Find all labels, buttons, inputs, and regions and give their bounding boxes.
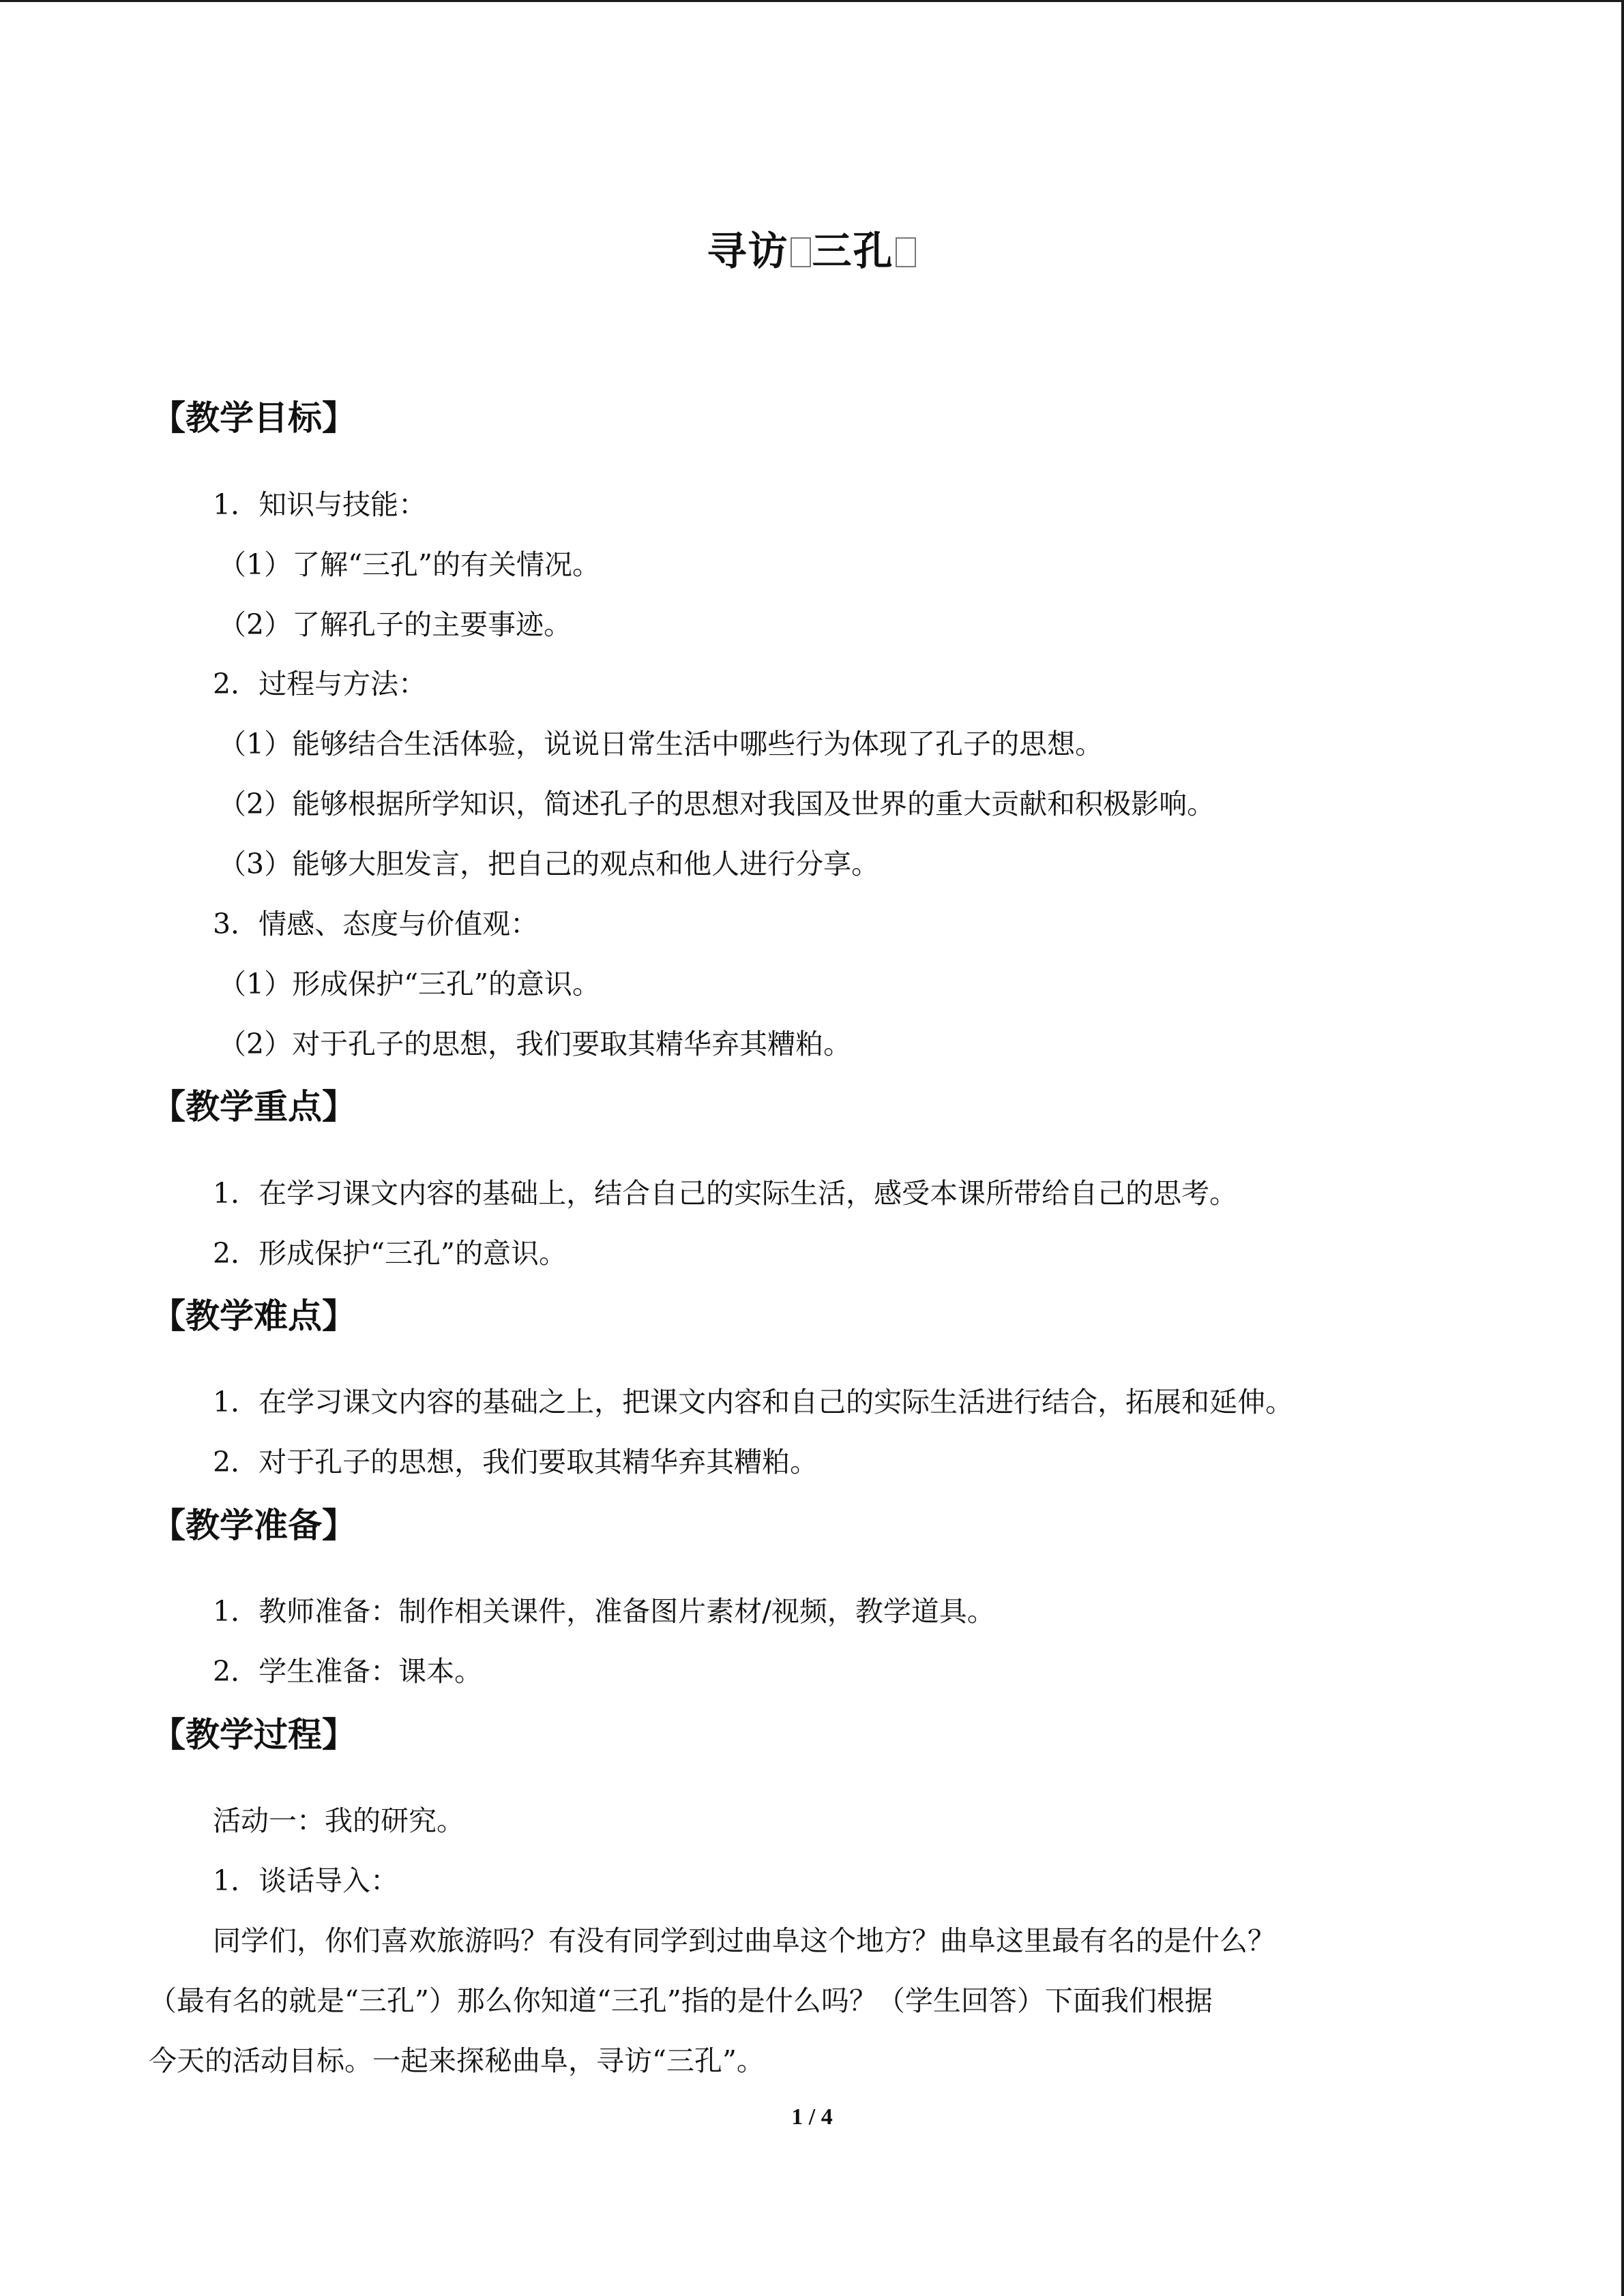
objective-item: 3．情感、态度与价值观：	[213, 908, 539, 940]
section-heading-difficulties: 【教学难点】	[151, 1296, 356, 1336]
section-heading-key-points: 【教学重点】	[151, 1086, 356, 1127]
page-number: 1 / 4	[791, 2104, 833, 2130]
objective-subitem: （3）能够大胆发言，把自己的观点和他人进行分享。	[218, 848, 880, 880]
process-step: 1．谈话导入：	[213, 1864, 399, 1897]
missing-glyph-icon	[791, 237, 811, 267]
objective-subitem: （2）了解孔子的主要事迹。	[218, 608, 572, 641]
process-activity-title: 活动一：我的研究。	[213, 1804, 464, 1837]
objective-subitem: （1）了解“三孔”的有关情况。	[218, 548, 601, 581]
difficulty-item: 2．对于孔子的思想，我们要取其精华弃其糟粕。	[213, 1446, 818, 1478]
objective-item: 1．知识与技能：	[213, 488, 427, 521]
process-paragraph-line: 今天的活动目标。一起来探秘曲阜，寻访“三孔”。	[149, 2044, 765, 2077]
title-part-1: 寻访	[707, 228, 789, 274]
process-paragraph-line: （最有名的就是“三孔”）那么你知道“三孔”指的是什么吗？（学生回答）下面我们根据	[149, 1984, 1213, 2017]
document-title	[0, 219, 1624, 276]
missing-glyph-icon	[896, 237, 916, 267]
objective-subitem: （1）能够结合生活体验，说说日常生活中哪些行为体现了孔子的思想。	[218, 728, 1104, 760]
key-point-item: 2．形成保护“三孔”的意识。	[213, 1237, 567, 1270]
objective-subitem: （2）对于孔子的思想，我们要取其精华弃其糟粕。	[218, 1028, 852, 1060]
section-heading-preparation: 【教学准备】	[151, 1505, 356, 1545]
objective-item: 2．过程与方法：	[213, 668, 427, 700]
difficulty-item: 1．在学习课文内容的基础之上，把课文内容和自己的实际生活进行结合，拓展和延伸。	[213, 1386, 1294, 1418]
title-part-2: 三孔	[812, 228, 894, 274]
key-point-item: 1．在学习课文内容的基础上，结合自己的实际生活，感受本课所带给自己的思考。	[213, 1177, 1238, 1210]
preparation-item: 1．教师准备：制作相关课件，准备图片素材/视频，教学道具。	[213, 1595, 995, 1628]
preparation-item: 2．学生准备：课本。	[213, 1655, 483, 1688]
section-heading-process: 【教学过程】	[151, 1714, 356, 1755]
objective-subitem: （2）能够根据所学知识，简述孔子的思想对我国及世界的重大贡献和积极影响。	[218, 788, 1215, 820]
section-heading-objectives: 【教学目标】	[151, 398, 356, 438]
process-paragraph-line: 同学们，你们喜欢旅游吗？有没有同学到过曲阜这个地方？曲阜这里最有名的是什么？	[213, 1924, 1275, 1957]
objective-subitem: （1）形成保护“三孔”的意识。	[218, 968, 601, 1000]
